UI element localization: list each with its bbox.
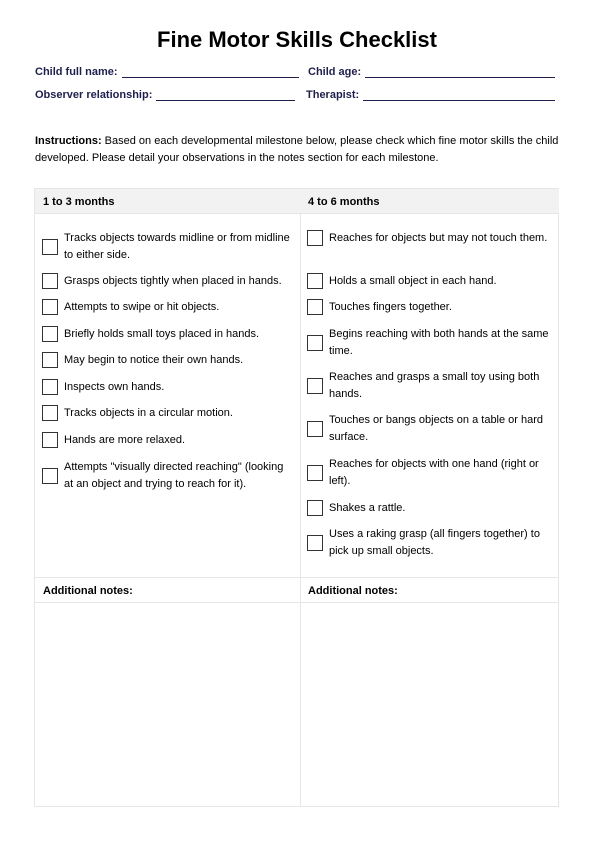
checklist-item[interactable]: [307, 273, 553, 290]
checklist-items: [300, 214, 559, 578]
checkbox[interactable]: [42, 273, 58, 289]
checkbox[interactable]: [307, 421, 323, 437]
checkbox[interactable]: [42, 468, 58, 484]
checklist-item-label: Hands are more relaxed.: [64, 434, 186, 446]
instructions: [35, 133, 559, 166]
additional-notes-area[interactable]: [300, 603, 559, 808]
field-row-2: [35, 89, 560, 101]
checklist-item[interactable]: [42, 459, 292, 492]
checklist-items: [35, 214, 300, 578]
observer-relationship-line[interactable]: [156, 90, 295, 101]
therapist-label: Therapist:: [306, 89, 360, 101]
checkbox[interactable]: [42, 352, 58, 368]
checklist-item[interactable]: [42, 432, 292, 449]
checklist-item-label: May begin to notice their own hands.: [64, 354, 244, 366]
checklist-item[interactable]: [307, 299, 553, 316]
child-age-label: Child age:: [308, 66, 362, 78]
checklist-item-label: Holds a small object in each hand.: [329, 275, 497, 287]
checkbox[interactable]: [42, 326, 58, 342]
child-full-name-field[interactable]: [35, 66, 308, 78]
checklist-item-label: Grasps objects tightly when placed in hands.: [64, 275, 282, 287]
checkbox[interactable]: [307, 335, 323, 351]
checkbox[interactable]: [42, 432, 58, 448]
column-1-to-3-months: [35, 189, 301, 806]
checkbox[interactable]: [42, 405, 58, 421]
child-age-line[interactable]: [365, 67, 555, 78]
checklist-item[interactable]: [307, 500, 553, 517]
checkbox[interactable]: [307, 378, 323, 394]
checkbox[interactable]: [307, 273, 323, 289]
column-header: 1 to 3 months: [35, 189, 300, 214]
additional-notes-label: Additional notes:: [35, 578, 300, 603]
checkbox[interactable]: [307, 535, 323, 551]
checklist-item-label: Shakes a rattle.: [329, 502, 406, 514]
checklist-item[interactable]: [42, 273, 292, 290]
instructions-text: Based on each developmental milestone below, please check which fine motor skills the child developed. Please detail your observations in the notes section for each milestone.: [35, 135, 559, 164]
child-full-name-label: Child full name:: [35, 66, 118, 78]
checklist-item-label: Attempts "visually directed reaching" (looking at an object and trying to reach for it).: [64, 461, 284, 490]
checklist-item-label: Touches fingers together.: [329, 301, 452, 313]
checklist-item-label: Begins reaching with both hands at the same time.: [329, 328, 549, 357]
checklist-item[interactable]: [42, 326, 292, 343]
page-title: Fine Motor Skills Checklist: [157, 27, 437, 52]
child-full-name-line[interactable]: [122, 67, 299, 78]
checklist-item-label: Tracks objects in a circular motion.: [64, 407, 233, 419]
checklist-item[interactable]: [307, 230, 553, 247]
checkbox[interactable]: [307, 500, 323, 516]
field-row-1: [35, 66, 560, 78]
checklist-table: [34, 188, 559, 807]
child-age-field[interactable]: [308, 66, 555, 78]
checklist-item[interactable]: [307, 326, 553, 359]
checklist-item-label: Attempts to swipe or hit objects.: [64, 301, 220, 313]
checkbox[interactable]: [307, 299, 323, 315]
checklist-item-label: Touches or bangs objects on a table or hard surface.: [329, 414, 544, 443]
checklist-item-label: Reaches for objects with one hand (right or left).: [329, 458, 539, 487]
column-header: 4 to 6 months: [300, 189, 559, 214]
instructions-label: Instructions:: [35, 135, 102, 147]
checklist-item[interactable]: [307, 456, 553, 489]
checklist-item[interactable]: [42, 379, 292, 396]
checklist-item-label: Uses a raking grasp (all fingers together) to pick up small objects.: [329, 528, 540, 557]
column-4-to-6-months: [300, 189, 559, 806]
checkbox[interactable]: [42, 239, 58, 255]
checklist-item-label: Reaches for objects but may not touch them.: [329, 232, 548, 244]
checklist-item[interactable]: [42, 230, 292, 263]
checklist-item[interactable]: [307, 369, 553, 402]
checkbox[interactable]: [307, 465, 323, 481]
checklist-item-label: Briefly holds small toys placed in hands.: [64, 328, 260, 340]
checklist-item[interactable]: [42, 405, 292, 422]
therapist-field[interactable]: [306, 89, 555, 101]
checklist-item[interactable]: [307, 526, 553, 559]
checklist-item[interactable]: [42, 299, 292, 316]
checklist-item-label: Inspects own hands.: [64, 381, 165, 393]
additional-notes-label: Additional notes:: [300, 578, 559, 603]
checklist-item-label: Tracks objects towards midline or from midline to either side.: [64, 232, 290, 261]
checklist-item-label: Reaches and grasps a small toy using both hands.: [329, 371, 540, 400]
additional-notes-area[interactable]: [35, 603, 300, 808]
checkbox[interactable]: [42, 379, 58, 395]
checklist-item[interactable]: [42, 352, 292, 369]
therapist-line[interactable]: [363, 90, 555, 101]
observer-relationship-label: Observer relationship:: [35, 89, 153, 101]
checkbox[interactable]: [42, 299, 58, 315]
checklist-item[interactable]: [307, 412, 553, 445]
checkbox[interactable]: [307, 230, 323, 246]
observer-relationship-field[interactable]: [35, 89, 306, 101]
